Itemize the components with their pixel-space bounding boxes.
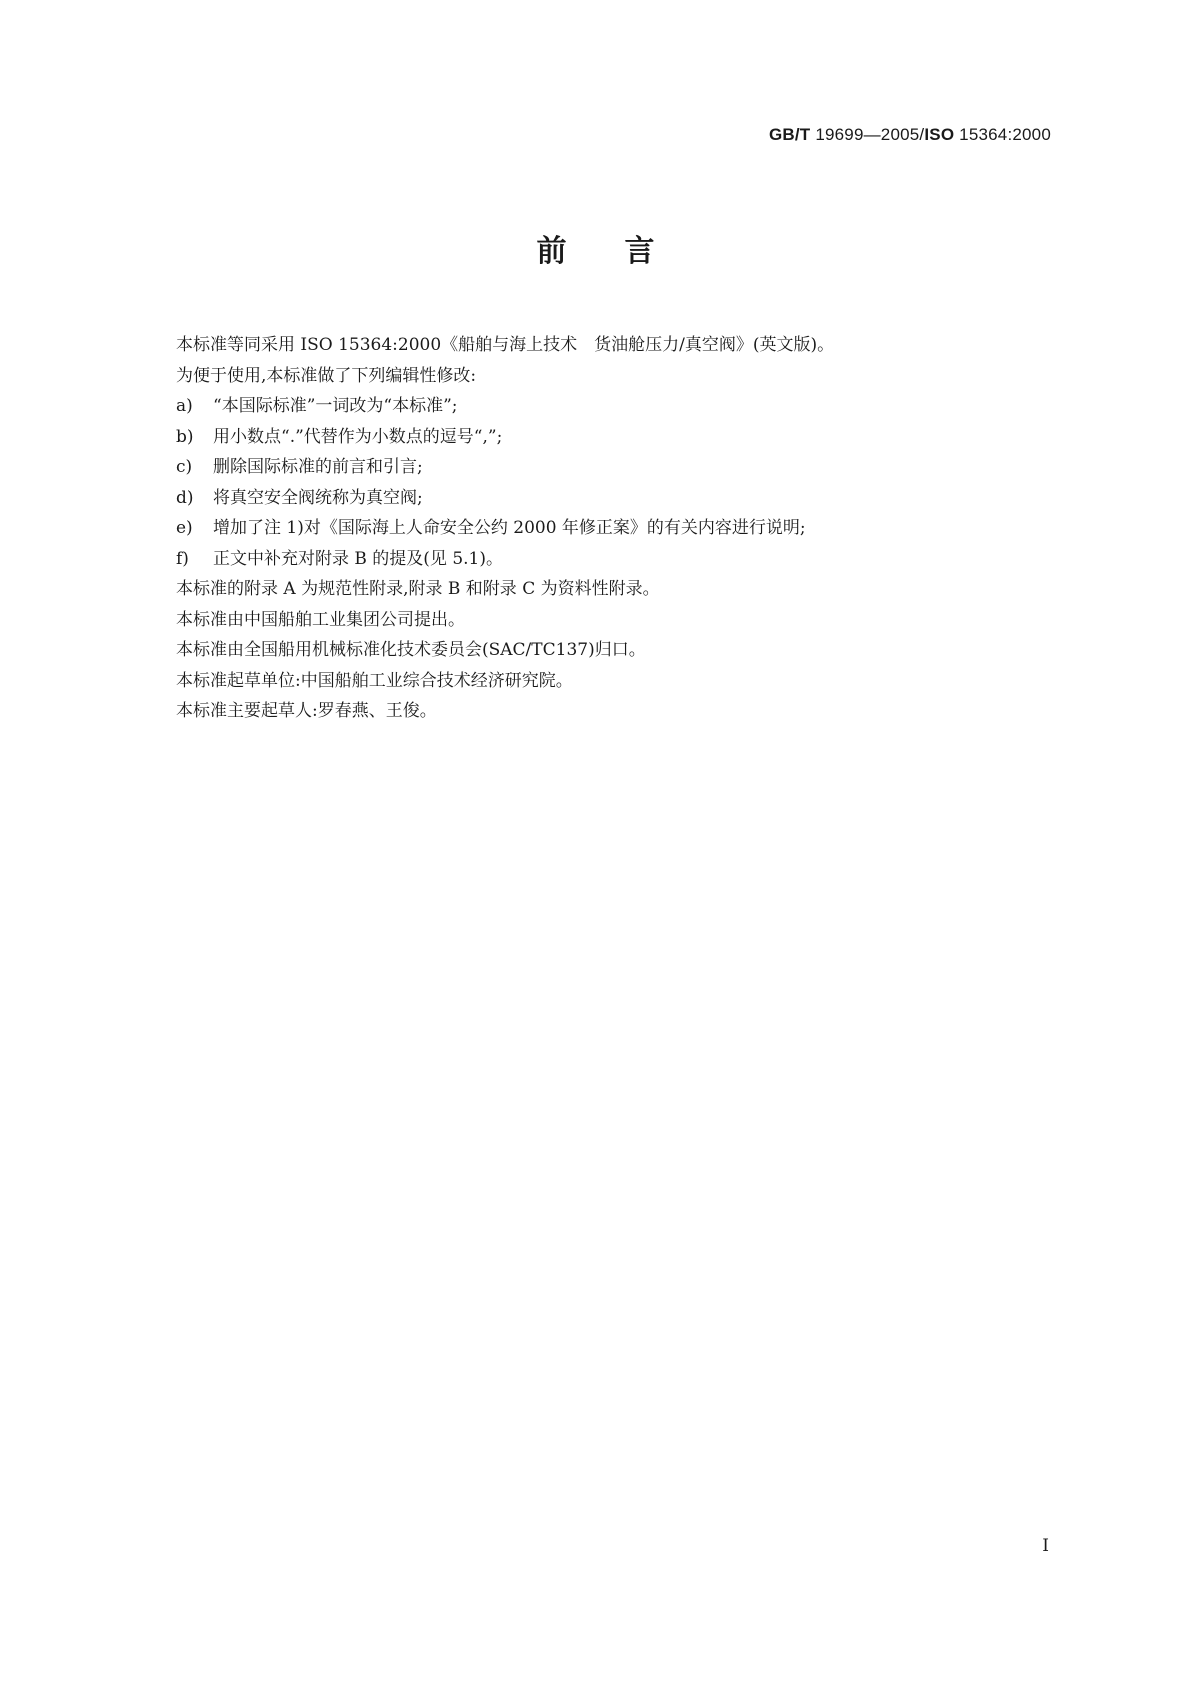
- list-item: [176, 422, 1056, 453]
- list-item: [176, 544, 1056, 575]
- closing-paragraph: 本标准的附录 A 为规范性附录,附录 B 和附录 C 为资料性附录。: [176, 579, 660, 599]
- list-item-marker: c): [176, 457, 193, 477]
- closing-paragraph: 本标准由中国船舶工业集团公司提出。: [176, 609, 465, 630]
- list-item-text: 增加了注 1)对《国际海上人命安全公约 2000 年修正案》的有关内容进行说明;: [213, 518, 806, 538]
- list-item-marker: e): [176, 518, 193, 538]
- std-iso-number: 15364:2000: [954, 125, 1051, 144]
- std-gb-number: 19699—2005/: [810, 125, 925, 144]
- list-item: [176, 452, 1056, 483]
- closing-paragraph: 本标准起草单位:中国船舶工业综合技术经济研究院。: [176, 670, 573, 691]
- list-item: [176, 391, 1056, 422]
- intro-paragraph: 为便于使用,本标准做了下列编辑性修改:: [176, 365, 477, 386]
- closing-paragraph: 本标准主要起草人:罗春燕、王俊。: [176, 701, 437, 721]
- page-title: 前言: [536, 234, 713, 269]
- closing-paragraph: 本标准由全国船用机械标准化技术委员会(SAC/TC137)归口。: [176, 640, 646, 660]
- page-number: I: [1042, 1536, 1049, 1556]
- list-item-text: 将真空安全阀统称为真空阀;: [213, 487, 423, 508]
- list-item-text: “本国际标准”一词改为“本标准”;: [213, 396, 458, 416]
- list-item-text: 正文中补充对附录 B 的提及(见 5.1)。: [213, 548, 504, 569]
- foreword-body: [176, 330, 1056, 727]
- standard-number-header: [769, 125, 1051, 145]
- std-gb-prefix: GB/T: [768, 125, 811, 144]
- list-item: [176, 483, 1056, 514]
- list-item-text: 用小数点“.”代替作为小数点的逗号“,”;: [213, 426, 503, 447]
- list-item-marker: b): [176, 426, 194, 447]
- list-item-marker: f): [176, 548, 189, 569]
- std-iso-prefix: ISO: [924, 125, 955, 144]
- list-item-marker: d): [176, 487, 194, 508]
- list-item: [176, 513, 1056, 544]
- list-item-text: 删除国际标准的前言和引言;: [213, 457, 423, 477]
- intro-paragraph: 本标准等同采用 ISO 15364:2000《船舶与海上技术 货油舱压力/真空阀》(英文版)。: [176, 335, 835, 355]
- list-item-marker: a): [176, 396, 193, 416]
